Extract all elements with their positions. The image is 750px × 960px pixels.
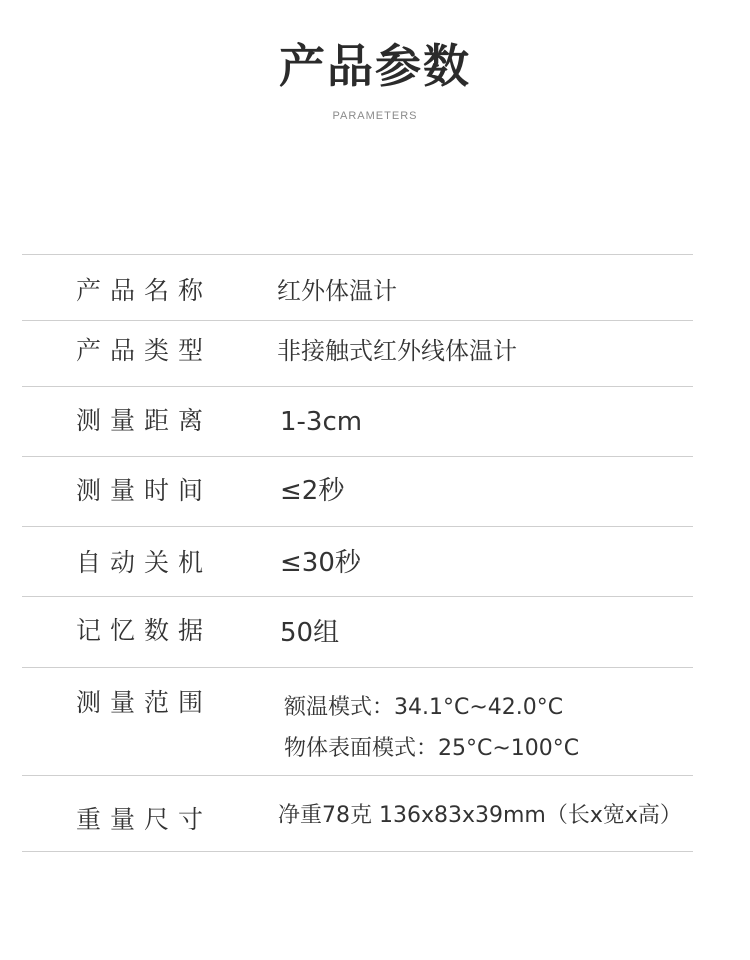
table-row: [22, 321, 693, 387]
table-row: [22, 255, 693, 321]
param-label: 重量尺寸: [76, 805, 213, 834]
page-subtitle: PARAMETERS: [332, 110, 418, 122]
param-label: 测量距离: [76, 406, 213, 435]
param-value: ≤2秒: [280, 476, 345, 506]
param-value: 非接触式红外线体温计: [277, 337, 517, 365]
parameters-table: [22, 254, 693, 852]
param-value-line-2: 物体表面模式：25°C~100°C: [284, 736, 580, 761]
page-title: 产品参数: [279, 39, 471, 93]
param-label: 产品类型: [76, 336, 213, 365]
param-label: 测量范围: [76, 688, 213, 717]
param-label: 产品名称: [76, 276, 213, 305]
table-row: [22, 776, 693, 852]
table-row: [22, 387, 693, 457]
param-value: 红外体温计: [277, 277, 397, 305]
param-value: 50组: [280, 618, 340, 648]
param-value-line-1: 额温模式：34.1°C~42.0°C: [284, 695, 564, 720]
param-label: 自动关机: [76, 548, 213, 577]
table-row: [22, 457, 693, 527]
param-value: 1-3cm: [280, 407, 363, 437]
table-row: [22, 527, 693, 597]
table-row: [22, 597, 693, 668]
param-value: ≤30秒: [280, 548, 361, 578]
table-row: [22, 668, 693, 776]
param-value: 净重78克 136x83x39mm（长x宽x高）: [278, 803, 682, 828]
param-label: 测量时间: [76, 476, 213, 505]
param-label: 记忆数据: [76, 616, 213, 645]
